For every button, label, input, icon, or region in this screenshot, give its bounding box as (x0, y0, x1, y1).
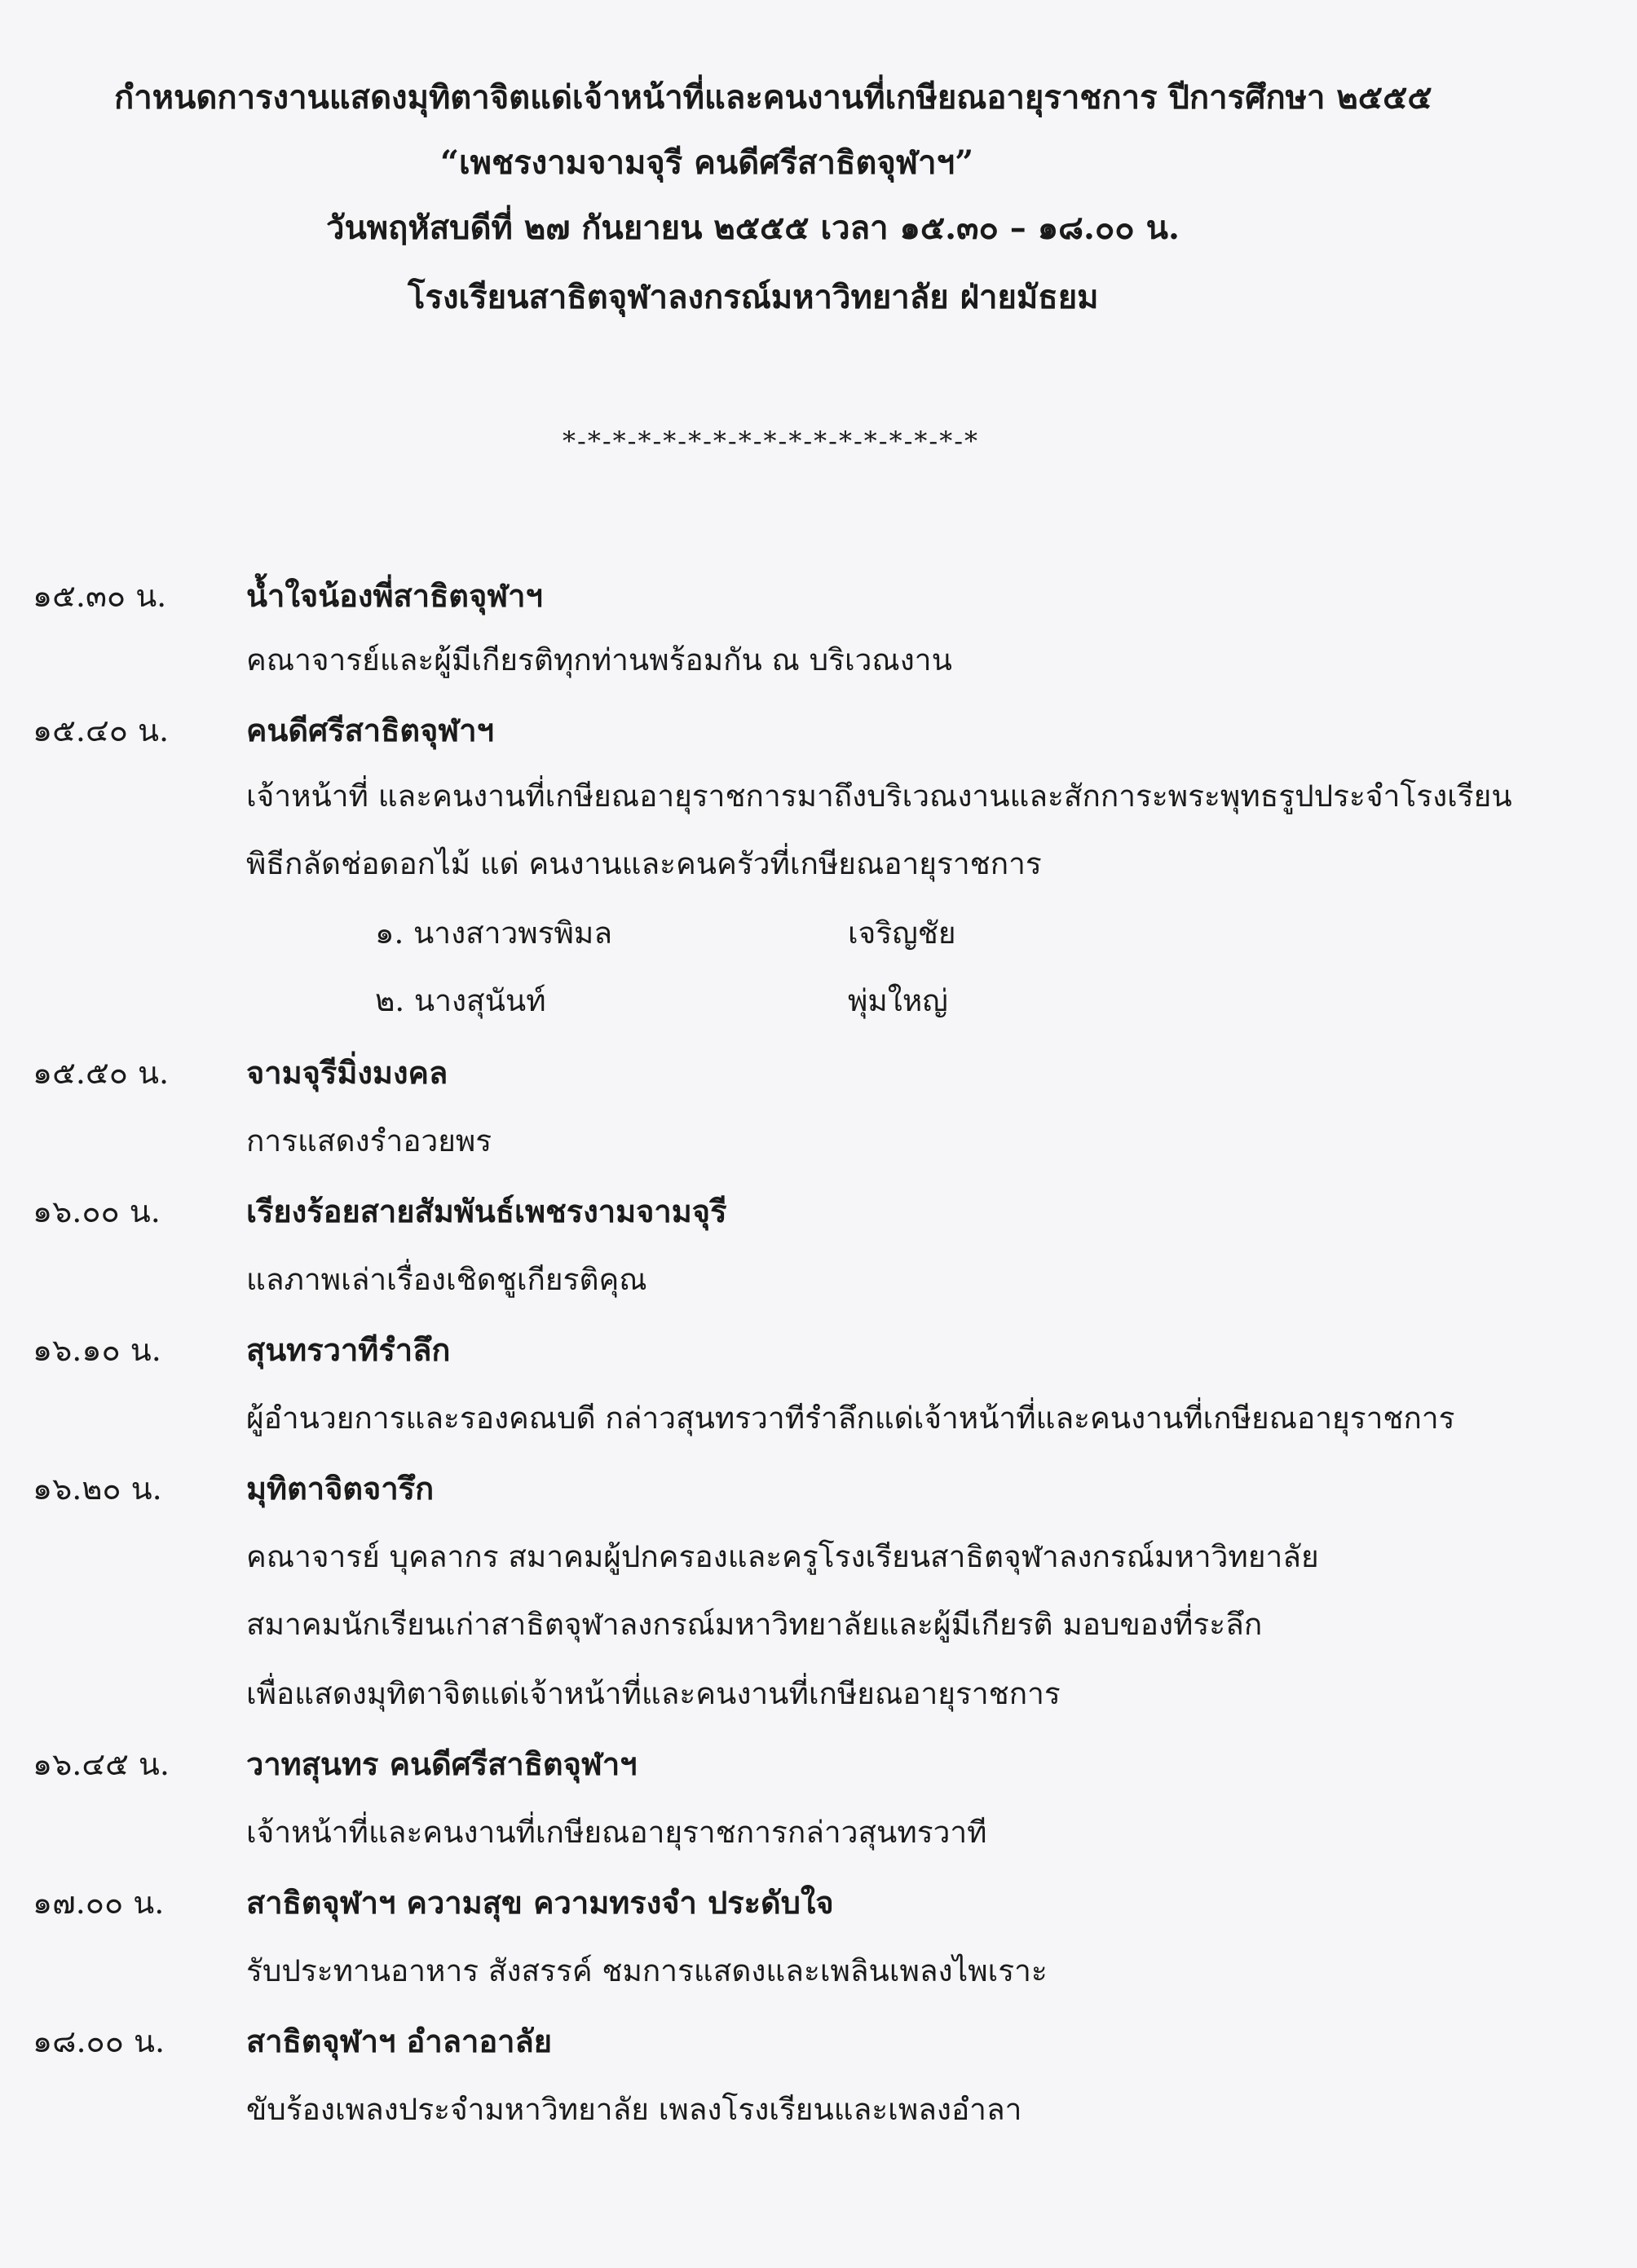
schedule-time: ๑๖.๒๐ น. (33, 1471, 162, 1507)
schedule-time: ๑๕.๓๐ น. (33, 578, 167, 614)
schedule-title: สาธิตจุฬาฯ ความสุข ความทรงจำ ประดับใจ (246, 1884, 834, 1921)
schedule-detail: แลภาพเล่าเรื่องเชิดชูเกียรติคุณ (246, 1262, 647, 1297)
schedule-detail: เจ้าหน้าที่ และคนงานที่เกษียณอายุราชการมาถึงบริเวณงานและสักการะพระพุทธรูปประจำโรงเรียน (246, 779, 1512, 814)
header-event-name: “เพชรงามจามจุรี คนดีศรีสาธิตจุฬาฯ” (440, 143, 974, 182)
schedule-detail: การแสดงรำอวยพร (246, 1123, 492, 1158)
schedule-title: มุทิตาจิตจารึก (246, 1470, 435, 1507)
schedule-time: ๑๕.๔๐ น. (33, 713, 170, 748)
schedule-time: ๑๕.๕๐ น. (33, 1055, 170, 1091)
schedule-time: ๑๖.๔๕ น. (33, 1746, 170, 1782)
schedule-detail: ผู้อำนวยการและรองคณบดี กล่าวสุนทรวาทีรำลึกแด่เจ้าหน้าที่และคนงานที่เกษียณอายุราชการ (246, 1401, 1455, 1436)
schedule-detail: เพื่อแสดงมุทิตาจิตแด่เจ้าหน้าที่และคนงานที่เกษียณอายุราชการ (246, 1676, 1061, 1711)
schedule-detail: สมาคมนักเรียนเก่าสาธิตจุฬาลงกรณ์มหาวิทยาลัยและผู้มีเกียรติ มอบของที่ระลึก (246, 1607, 1263, 1642)
schedule-detail: ขับร้องเพลงประจำมหาวิทยาลัย เพลงโรงเรียนและเพลงอำลา (246, 2092, 1022, 2127)
retiree-surname: เจริญชัย (848, 916, 956, 951)
schedule-title: สุนทรวาทีรำลึก (246, 1331, 451, 1368)
schedule-title: เรียงร้อยสายสัมพันธ์เพชรงามจามจุรี (246, 1193, 727, 1229)
schedule-detail: เจ้าหน้าที่และคนงานที่เกษียณอายุราชการกล่าวสุนทรวาที (246, 1815, 987, 1850)
retiree-name: ๒. นางสุนันท์ (375, 983, 546, 1018)
schedule-time: ๑๖.๐๐ น. (33, 1194, 161, 1229)
schedule-detail: คณาจารย์ บุคลากร สมาคมผู้ปกครองและครูโรงเรียนสาธิตจุฬาลงกรณ์มหาวิทยาลัย (246, 1539, 1319, 1574)
schedule-time: ๑๗.๐๐ น. (33, 1885, 165, 1921)
retiree-name: ๑. นางสาวพรพิมล (375, 916, 612, 951)
header-date-time: วันพฤหัสบดีที่ ๒๗ กันยายน ๒๕๕๕ เวลา ๑๕.๓๐ – ๑๘.๐๐ น. (326, 209, 1180, 247)
schedule-detail: คณาจารย์และผู้มีเกียรติทุกท่านพร้อมกัน ณ บริเวณงาน (246, 642, 952, 677)
schedule-title: น้ำใจน้องพี่สาธิตจุฬาฯ (246, 577, 543, 614)
schedule-time: ๑๖.๑๐ น. (33, 1332, 161, 1368)
schedule-title: คนดีศรีสาธิตจุฬาฯ (246, 712, 494, 748)
schedule-detail: พิธีกลัดช่อดอกไม้ แด่ คนงานและคนครัวที่เกษียณอายุราชการ (246, 846, 1042, 881)
header-title: กำหนดการงานแสดงมุทิตาจิตแด่เจ้าหน้าที่และคนงานที่เกษียณอายุราชการ ปีการศึกษา ๒๕๕๕ (114, 78, 1432, 117)
schedule-title: จามจุรีมิ่งมงคล (246, 1054, 448, 1091)
separator: *-*-*-*-*-*-*-*-*-*-*-*-*-*-*-*-* (563, 426, 979, 457)
retiree-surname: พุ่มใหญ่ (848, 983, 948, 1018)
schedule-detail: รับประทานอาหาร สังสรรค์ ชมการแสดงและเพลินเพลงไพเราะ (246, 1953, 1048, 1988)
header-venue: โรงเรียนสาธิตจุฬาลงกรณ์มหาวิทยาลัย ฝ่ายมัธยม (408, 278, 1099, 316)
schedule-title: สาธิตจุฬาฯ อำลาอาลัย (246, 2023, 553, 2059)
schedule-time: ๑๘.๐๐ น. (33, 2023, 165, 2059)
schedule-title: วาทสุนทร คนดีศรีสาธิตจุฬาฯ (246, 1745, 638, 1782)
